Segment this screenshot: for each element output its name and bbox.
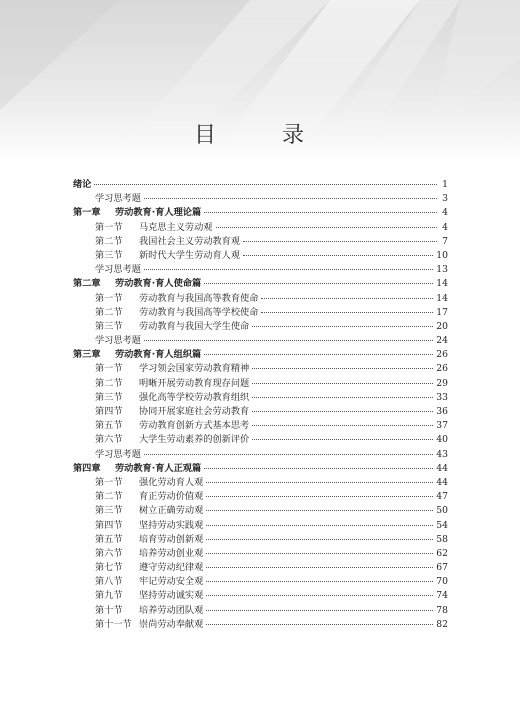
- toc-entry-number: 第二章: [73, 278, 101, 290]
- toc-entry-number: 第六节: [95, 547, 123, 559]
- toc-entry-number: 第十一节: [95, 618, 132, 630]
- toc-entry-page: 1: [442, 179, 448, 190]
- toc-entry-number: 第二节: [95, 491, 123, 503]
- toc-section-entry[interactable]: [73, 589, 448, 603]
- toc-section-entry[interactable]: [73, 419, 448, 433]
- toc-entry-label: 学习领会国家劳动教育精神: [139, 363, 250, 375]
- dot-leader: [144, 198, 437, 199]
- toc-entry-page: 7: [442, 235, 448, 247]
- toc-entry-number: 第三节: [95, 249, 123, 261]
- toc-entry-page: 47: [436, 491, 448, 503]
- toc-entry-number: 第三节: [95, 391, 123, 403]
- toc-section-entry[interactable]: [73, 263, 448, 277]
- toc-section-entry[interactable]: [73, 533, 448, 547]
- dot-leader: [144, 269, 433, 270]
- dot-leader: [252, 368, 433, 369]
- dot-leader: [252, 326, 433, 327]
- toc-section-entry[interactable]: [73, 334, 448, 348]
- toc-section-entry[interactable]: [73, 476, 448, 490]
- toc-chapter-entry[interactable]: [73, 348, 448, 362]
- toc-entry-number: 第二节: [95, 235, 123, 247]
- toc-entry-page: 20: [436, 320, 448, 332]
- dot-leader: [261, 298, 433, 299]
- dot-leader: [206, 610, 433, 611]
- toc-entry-label: 劳动教育创新方式基本思考: [139, 420, 250, 432]
- toc-entry-number: 第二节: [95, 306, 123, 318]
- dot-leader: [204, 468, 433, 469]
- toc-entry-number: 第十节: [95, 604, 123, 616]
- toc-chapter-entry[interactable]: [73, 462, 448, 476]
- table-of-contents: [73, 178, 448, 632]
- toc-entry-label: 树立正确劳动观: [139, 505, 204, 517]
- toc-entry-page: 4: [442, 221, 448, 233]
- toc-section-entry[interactable]: [73, 377, 448, 391]
- dot-leader: [243, 241, 437, 242]
- toc-chapter-entry[interactable]: [73, 206, 448, 220]
- toc-entry-page: 67: [436, 562, 448, 574]
- toc-entry-number: 第三章: [73, 349, 101, 361]
- dot-leader: [206, 496, 433, 497]
- toc-entry-page: 58: [436, 533, 448, 545]
- toc-entry-label: 我国社会主义劳动教育观: [139, 235, 241, 247]
- toc-chapter-entry[interactable]: [73, 178, 448, 192]
- toc-entry-number: 第五节: [95, 533, 123, 545]
- dot-leader: [216, 227, 438, 228]
- toc-entry-label: 培育劳动创新观: [139, 533, 204, 545]
- toc-entry-label: 强化高等学校劳动教育组织: [139, 391, 250, 403]
- toc-section-entry[interactable]: [73, 490, 448, 504]
- toc-entry-number: 第一节: [95, 221, 123, 233]
- toc-entry-label: 劳动教育·育人正观篇: [115, 462, 202, 474]
- toc-entry-label: 劳动教育与我国大学生使命: [139, 320, 250, 332]
- dot-leader: [204, 212, 437, 213]
- toc-entry-label: 协同开展家庭社会劳动教育: [139, 406, 250, 417]
- toc-entry-number: 第一节: [95, 476, 123, 488]
- dot-leader: [206, 539, 433, 540]
- toc-entry-page: 44: [436, 476, 448, 488]
- toc-entry-label: 育正劳动价值观: [139, 491, 204, 503]
- toc-entry-page: 24: [436, 335, 448, 347]
- toc-entry-page: 50: [436, 505, 448, 517]
- toc-section-entry[interactable]: [73, 292, 448, 306]
- dot-leader: [206, 567, 433, 568]
- toc-entry-page: 43: [436, 448, 448, 460]
- dot-leader: [204, 283, 433, 284]
- page-title: 目 录: [193, 123, 326, 148]
- toc-entry-number: 第三节: [95, 505, 123, 517]
- toc-section-entry[interactable]: [73, 249, 448, 263]
- toc-entry-label: 强化劳动育人观: [139, 476, 204, 488]
- toc-entry-page: 13: [436, 264, 448, 276]
- toc-section-entry[interactable]: [73, 306, 448, 320]
- toc-section-entry[interactable]: [73, 362, 448, 376]
- toc-entry-label: 劳动教育与我国高等学校使命: [139, 306, 259, 318]
- toc-entry-page: 54: [436, 519, 448, 531]
- toc-entry-label: 崇尚劳动奉献观: [139, 618, 204, 630]
- dot-leader: [252, 425, 433, 426]
- dot-leader: [206, 581, 433, 582]
- toc-section-entry[interactable]: [73, 504, 448, 518]
- toc-section-entry[interactable]: [73, 235, 448, 249]
- toc-entry-label: 劳动教育·育人组织篇: [115, 349, 202, 361]
- dot-leader: [252, 397, 433, 398]
- toc-entry-page: 14: [436, 278, 448, 290]
- toc-entry-label: 学习思考题: [95, 335, 141, 347]
- toc-entry-label: 培养劳动创业观: [139, 547, 204, 559]
- toc-entry-label: 马克思主义劳动观: [139, 221, 213, 233]
- toc-entry-number: 第七节: [95, 562, 123, 574]
- toc-section-entry[interactable]: [73, 192, 448, 206]
- dot-leader: [252, 439, 433, 440]
- toc-entry-number: 第二节: [95, 377, 123, 389]
- dot-leader: [243, 255, 433, 256]
- toc-entry-page: 74: [436, 590, 448, 602]
- toc-entry-number: 第一节: [95, 292, 123, 304]
- dot-leader: [206, 624, 433, 625]
- dot-leader: [206, 510, 433, 511]
- toc-entry-page: 4: [442, 207, 448, 219]
- toc-entry-label: 遵守劳动纪律观: [139, 562, 204, 574]
- toc-entry-label: 明晰开展劳动教育现存问题: [139, 377, 250, 389]
- toc-section-entry[interactable]: [73, 519, 448, 533]
- toc-chapter-entry[interactable]: [73, 277, 448, 291]
- toc-entry-page: 3: [442, 193, 448, 205]
- dot-leader: [144, 340, 433, 341]
- toc-entry-number: 第一章: [73, 207, 101, 219]
- toc-entry-number: 第四章: [73, 462, 101, 474]
- dot-leader: [252, 411, 433, 412]
- toc-entry-page: 33: [436, 391, 448, 403]
- toc-entry-label: 培养劳动团队观: [139, 604, 204, 616]
- dot-leader: [204, 354, 433, 355]
- toc-entry-label: 大学生劳动素养的创新评价: [139, 434, 250, 446]
- toc-entry-page: 44: [436, 462, 448, 474]
- toc-section-entry[interactable]: [73, 604, 448, 618]
- toc-entry-page: 14: [436, 292, 448, 304]
- toc-entry-page: 29: [436, 377, 448, 389]
- toc-entry-label: 劳动教育与我国高等教育使命: [139, 292, 259, 304]
- toc-entry-label: 坚持劳动诚实观: [139, 590, 204, 602]
- toc-entry-page: 37: [436, 420, 448, 432]
- toc-section-entry[interactable]: [73, 320, 448, 334]
- toc-section-entry[interactable]: [73, 561, 448, 575]
- toc-entry-label: 学习思考题: [95, 193, 141, 205]
- dot-leader: [261, 312, 433, 313]
- toc-entry-page: 26: [436, 363, 448, 375]
- toc-entry-page: 40: [436, 434, 448, 446]
- toc-entry-page: 62: [436, 547, 448, 559]
- toc-section-entry[interactable]: [73, 618, 448, 632]
- toc-entry-label: 学习思考题: [95, 264, 141, 276]
- toc-entry-page: 26: [436, 349, 448, 361]
- toc-entry-number: 第八节: [95, 576, 123, 588]
- toc-section-entry[interactable]: [73, 391, 448, 405]
- toc-entry-label: 劳动教育·育人使命篇: [115, 278, 202, 290]
- toc-section-entry[interactable]: [73, 405, 448, 419]
- toc-section-entry[interactable]: [73, 575, 448, 589]
- toc-entry-label: 劳动教育·育人理论篇: [115, 207, 202, 219]
- dot-leader: [206, 595, 433, 596]
- toc-entry-page: 82: [436, 618, 448, 630]
- dot-leader: [94, 184, 437, 185]
- toc-section-entry[interactable]: [73, 433, 448, 447]
- toc-entry-label: 绪论: [73, 179, 92, 190]
- toc-entry-page: 17: [436, 306, 448, 318]
- toc-entry-label: 牢记劳动安全观: [139, 576, 204, 588]
- toc-entry-label: 新时代大学生劳动育人观: [139, 249, 241, 261]
- toc-entry-label: 学习思考题: [95, 448, 141, 460]
- dot-leader: [252, 383, 433, 384]
- dot-leader: [206, 482, 433, 483]
- dot-leader: [206, 525, 433, 526]
- dot-leader: [206, 553, 433, 554]
- toc-entry-number: 第四节: [95, 406, 123, 417]
- toc-entry-page: 78: [436, 604, 448, 616]
- toc-entry-number: 第五节: [95, 420, 123, 432]
- toc-section-entry[interactable]: [73, 221, 448, 235]
- toc-entry-number: 第六节: [95, 434, 123, 446]
- toc-section-entry[interactable]: [73, 448, 448, 462]
- dot-leader: [144, 454, 433, 455]
- toc-entry-page: 70: [436, 576, 448, 588]
- toc-entry-page: 36: [436, 406, 448, 417]
- toc-entry-number: 第三节: [95, 320, 123, 332]
- toc-entry-number: 第九节: [95, 590, 123, 602]
- toc-entry-label: 坚持劳动实践观: [139, 519, 204, 531]
- toc-entry-number: 第一节: [95, 363, 123, 375]
- toc-entry-number: 第四节: [95, 519, 123, 531]
- toc-entry-page: 10: [436, 249, 448, 261]
- toc-section-entry[interactable]: [73, 547, 448, 561]
